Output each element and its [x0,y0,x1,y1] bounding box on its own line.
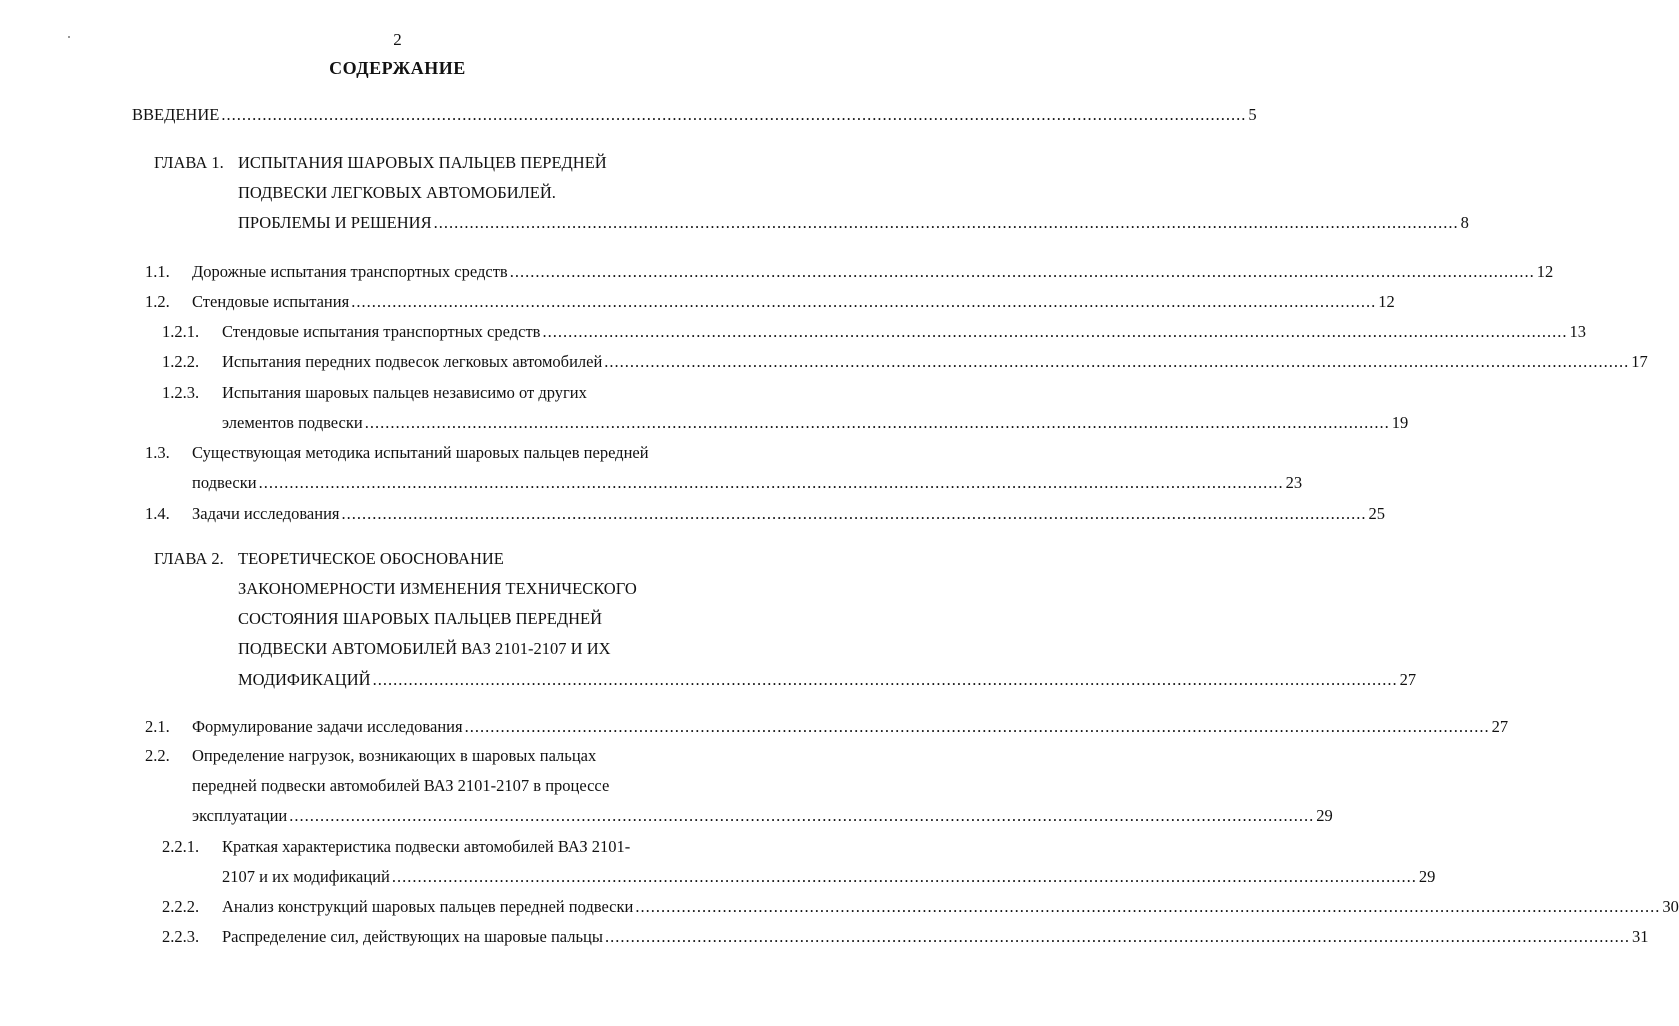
dot-leader: ........................................................................................................................................................................................................ [351,292,1377,311]
toc-entry-text: Формулирование задачи исследования [192,717,463,736]
dot-leader: ........................................................................................................................................................................................................ [604,352,1630,371]
dot-leader: ........................................................................................................................................................................................................ [509,262,1535,281]
toc-page-number: 31 [1631,927,1649,946]
toc-entry-2-1[interactable] [192,717,1509,737]
dot-leader: ........................................................................................................................................................................................................ [542,322,1568,341]
toc-title: СОДЕРЖАНИЕ [329,58,466,78]
toc-entry-1-2[interactable] [192,292,1395,312]
toc-entry-2-2[interactable] [192,806,1333,826]
toc-page-number: 30 [1662,897,1679,916]
toc-entry-text: Испытания передних подвесок легковых автомобилей [222,352,603,371]
section-number: 2.2.1. [162,837,200,856]
toc-entry-text: МОДИФИКАЦИЙ [238,670,371,689]
toc-entry-text: Анализ конструкций шаровых пальцев передней подвески [222,897,634,916]
section-number: 1.1. [145,262,170,281]
section-number: 2.1. [145,717,170,736]
section-number: 1.3. [145,443,170,462]
section-number: 1.2.1. [162,322,200,341]
toc-entry-text: ВВЕДЕНИЕ [132,105,220,124]
section-number: 1.4. [145,504,170,523]
dot-leader: ........................................................................................................................................................................................................ [391,867,1417,886]
toc-page-number: 27 [1491,717,1509,736]
toc-entry-text-line: Существующая методика испытаний шаровых пальцев передней [192,443,649,462]
dot-leader: ........................................................................................................................................................................................................ [341,504,1367,523]
section-number: 2.2.2. [162,897,200,916]
toc-entry-text: Стендовые испытания транспортных средств [222,322,541,341]
toc-page-number: 19 [1391,413,1409,432]
chapter-1-title-line: ИСПЫТАНИЯ ШАРОВЫХ ПАЛЬЦЕВ ПЕРЕДНЕЙ [238,153,607,172]
toc-page-number: 29 [1316,806,1333,825]
toc-page-number: 27 [1399,670,1417,689]
chapter-2-title-line: СОСТОЯНИЯ ШАРОВЫХ ПАЛЬЦЕВ ПЕРЕДНЕЙ [238,609,603,628]
toc-page-number: 17 [1631,352,1648,371]
toc-entry-2-2-1[interactable] [222,867,1436,887]
dot-leader: ........................................................................................................................................................................................................ [364,413,1390,432]
toc-entry-text: эксплуатации [192,806,288,825]
toc-entry-1-2-1[interactable] [222,322,1586,342]
dot-leader: ........................................................................................................................................................................................................ [289,806,1315,825]
toc-page-number: 13 [1569,322,1586,341]
toc-entry-1-1[interactable] [192,262,1554,282]
toc-page-number: 5 [1248,105,1257,124]
toc-page-number: 23 [1285,473,1303,492]
toc-entry-text-line: Краткая характеристика подвески автомобилей ВАЗ 2101- [222,837,631,856]
toc-entry-text: Стендовые испытания [192,292,350,311]
toc-entry-text: элементов подвески [222,413,363,432]
dot-leader: ........................................................................................................................................................................................................ [221,105,1247,124]
page-number: 2 [393,30,402,49]
chapter-2-title-line: ЗАКОНОМЕРНОСТИ ИЗМЕНЕНИЯ ТЕХНИЧЕСКОГО [238,579,637,598]
dot-leader: ........................................................................................................................................................................................................ [464,717,1490,736]
toc-entry-text: Дорожные испытания транспортных средств [192,262,508,281]
dot-leader: ........................................................................................................................................................................................................ [604,927,1630,946]
dot-leader: ........................................................................................................................................................................................................ [372,670,1398,689]
toc-page-number: 25 [1368,504,1386,523]
dot-leader: ........................................................................................................................................................................................................ [433,213,1459,232]
toc-page-number: 29 [1418,867,1436,886]
chapter-1-label: ГЛАВА 1. [154,153,224,172]
section-number: 2.2.3. [162,927,200,946]
toc-entry-text-line: передней подвески автомобилей ВАЗ 2101-2107 в процессе [192,776,610,795]
chapter-2-label: ГЛАВА 2. [154,549,224,568]
chapter-1-title-line: ПОДВЕСКИ ЛЕГКОВЫХ АВТОМОБИЛЕЙ. [238,183,556,202]
toc-entry-text: Задачи исследования [192,504,340,523]
toc-entry-chapter-1[interactable] [238,213,1469,233]
toc-page-number: 12 [1378,292,1395,311]
chapter-2-title-line: ТЕОРЕТИЧЕСКОЕ ОБОСНОВАНИЕ [238,549,504,568]
dot-leader: ........................................................................................................................................................................................................ [258,473,1284,492]
toc-entry-1-3[interactable] [192,473,1303,493]
toc-entry-1-2-2[interactable] [222,352,1648,372]
toc-entry-1-2-3[interactable] [222,413,1409,433]
section-number: 1.2.3. [162,383,200,402]
toc-entry-chapter-2[interactable] [238,670,1417,690]
section-number: 2.2. [145,746,170,765]
toc-entry-text: 2107 и их модификаций [222,867,390,886]
section-number: 1.2. [145,292,170,311]
toc-entry-text: ПРОБЛЕМЫ И РЕШЕНИЯ [238,213,432,232]
toc-entry-1-4[interactable] [192,504,1386,524]
toc-entry-text: Распределение сил, действующих на шаровые пальцы [222,927,603,946]
toc-entry-text-line: Определение нагрузок, возникающих в шаровых пальцах [192,746,597,765]
dot-leader: ........................................................................................................................................................................................................ [635,897,1661,916]
toc-entry-text-line: Испытания шаровых пальцев независимо от других [222,383,587,402]
toc-entry-intro[interactable] [132,105,1257,125]
toc-page-number: 12 [1536,262,1554,281]
toc-page-number: 8 [1460,213,1469,232]
chapter-2-title-line: ПОДВЕСКИ АВТОМОБИЛЕЙ ВАЗ 2101-2107 И ИХ [238,639,611,658]
section-number: 1.2.2. [162,352,200,371]
toc-entry-text: подвески [192,473,257,492]
toc-entry-2-2-3[interactable] [222,927,1649,947]
toc-entry-2-2-2[interactable] [222,897,1679,917]
